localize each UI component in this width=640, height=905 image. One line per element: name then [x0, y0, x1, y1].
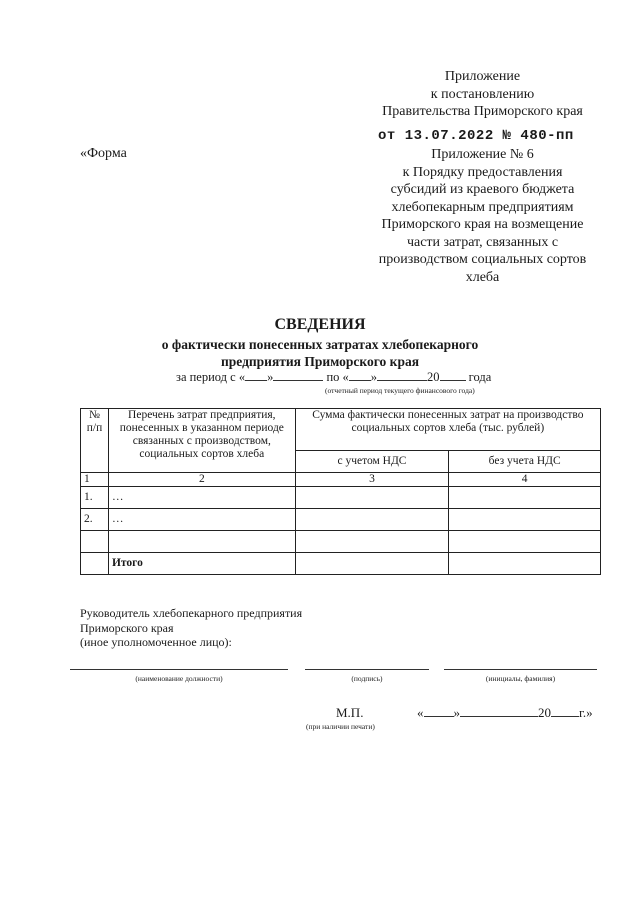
table-row [81, 487, 601, 509]
total-with-vat-cell[interactable] [295, 553, 449, 575]
header-sum: Сумма фактически понесенных затрат на производство социальных сортов хлеба (тыс. рублей) [295, 409, 600, 451]
total-row [81, 553, 601, 575]
row-without-vat-cell[interactable] [449, 531, 601, 553]
period-note: (отчетный период текущего финансового года) [325, 386, 475, 395]
appendix6-line: хлебопекарным предприятиям [391, 199, 574, 215]
period-end-month-field[interactable] [377, 380, 427, 381]
header-num: № п/п [81, 409, 109, 473]
subtitle-line: о фактически понесенных затратах хлебопекарного [161, 337, 479, 352]
row-num [81, 531, 109, 553]
header-without-vat: без учета НДС [449, 451, 601, 473]
appendix6-line: Приложение № 6 [431, 147, 534, 162]
index-row [81, 473, 601, 487]
subtitle-line: предприятия Приморского края [220, 354, 420, 369]
position-label: (наименование должности) [135, 674, 223, 683]
form-label: «Форма [80, 146, 127, 161]
appendix-line: к постановлению [430, 86, 535, 102]
index-cell: 3 [295, 473, 449, 487]
total-label: Итого [108, 553, 295, 575]
row-name[interactable] [108, 531, 295, 553]
date-quote: « [417, 705, 424, 720]
period-suffix: года [468, 370, 492, 384]
table-row [81, 531, 601, 553]
name-label: (инициалы, фамилия) [485, 674, 556, 683]
document-title: СВЕДЕНИЯ [274, 316, 366, 333]
head-of-company-block [80, 606, 302, 650]
period-line [176, 370, 491, 385]
appendix-line: Приложение [444, 69, 521, 84]
head-line: (иное уполномоченное лицо): [80, 635, 232, 649]
row-name[interactable]: … [108, 487, 295, 509]
seal-label: М.П. [336, 705, 364, 720]
period-start-day-field[interactable] [245, 380, 267, 381]
signature-label: (подпись) [351, 674, 383, 683]
appendix-header [355, 68, 610, 121]
total-without-vat-cell[interactable] [449, 553, 601, 575]
date-day-field[interactable] [424, 716, 454, 717]
row-with-vat-cell[interactable] [295, 531, 449, 553]
period-end-day-field[interactable] [349, 380, 371, 381]
document-subtitle [0, 336, 640, 370]
row-with-vat-cell[interactable] [295, 509, 449, 531]
period-quote: » [267, 370, 274, 384]
period-mid: по « [326, 370, 349, 384]
row-with-vat-cell[interactable] [295, 487, 449, 509]
appendix6-line: части затрат, связанных с [406, 234, 559, 250]
head-line: Приморского края [80, 620, 174, 635]
seal-note: (при наличии печати) [306, 722, 375, 731]
row-name[interactable]: … [108, 509, 295, 531]
period-year-prefix: 20 [427, 370, 440, 384]
appendix-line: Правительства Приморского края [382, 104, 583, 119]
index-cell: 4 [449, 473, 601, 487]
appendix6-block [355, 146, 610, 286]
appendix6-line: к Порядку предоставления [402, 164, 563, 180]
appendix6-line: Приморского края на возмещение [381, 217, 584, 232]
signature-field[interactable] [305, 669, 429, 670]
date-quote: » [453, 705, 460, 720]
row-without-vat-cell[interactable] [449, 509, 601, 531]
total-num-cell [81, 553, 109, 575]
costs-table [80, 408, 601, 575]
resolution-stamp: от 13.07.2022 № 480-пп [378, 128, 574, 144]
date-year-prefix: 20 [538, 705, 551, 720]
period-start-month-field[interactable] [273, 380, 323, 381]
header-cost-list: Перечень затрат предприятия, понесенных в указанном периоде связанных с производством, социальных сортов хлеба [108, 409, 295, 473]
table-row [81, 509, 601, 531]
head-line: Руководитель хлебопекарного предприятия [80, 606, 303, 620]
appendix6-line: субсидий из краевого бюджета [390, 182, 575, 197]
row-num: 1. [81, 487, 109, 509]
name-field[interactable] [444, 669, 597, 670]
position-field[interactable] [70, 669, 288, 670]
date-month-field[interactable] [460, 716, 538, 717]
period-prefix: за период с « [176, 370, 246, 384]
date-line [417, 705, 593, 721]
period-year-field[interactable] [440, 380, 466, 381]
appendix6-line: производством социальных сортов [378, 252, 587, 267]
header-with-vat: с учетом НДС [295, 451, 449, 473]
row-num: 2. [81, 509, 109, 531]
date-suffix: г.» [579, 705, 593, 720]
appendix6-line: хлеба [465, 269, 500, 285]
index-cell: 1 [81, 473, 109, 487]
date-year-field[interactable] [551, 716, 579, 717]
row-without-vat-cell[interactable] [449, 487, 601, 509]
index-cell: 2 [108, 473, 295, 487]
period-quote: » [370, 370, 378, 384]
